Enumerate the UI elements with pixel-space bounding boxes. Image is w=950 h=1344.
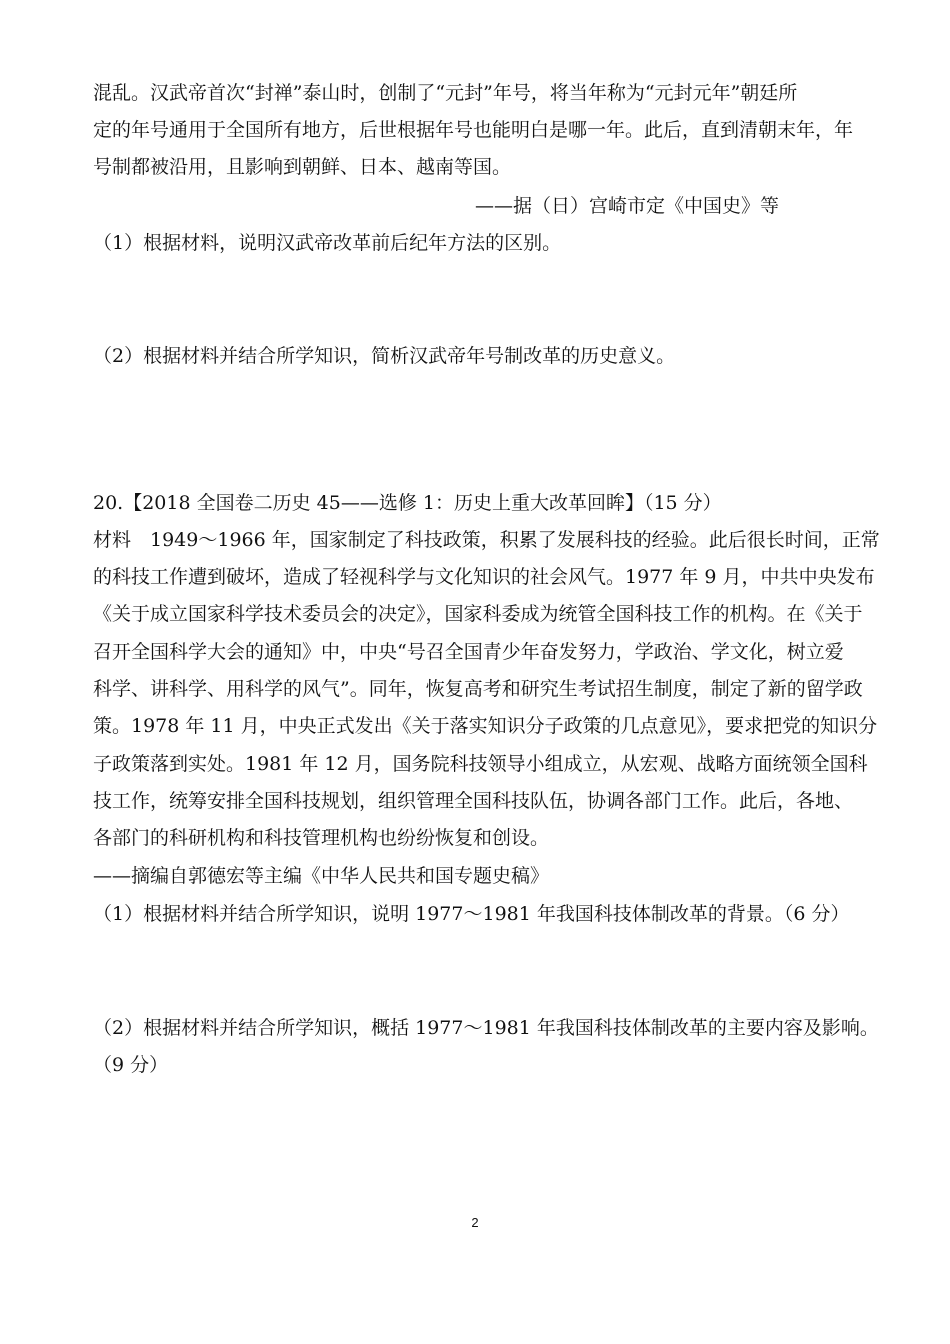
material-text-line: 材料 1949～1966 年，国家制定了科技政策，积累了发展科技的经验。此后很长时间，正常 xyxy=(93,529,880,551)
question-2-points: （9 分） xyxy=(93,1054,169,1076)
material-text-line: 召开全国科学大会的通知》中，中央“号召全国青少年奋发努力，学政治、学文化，树立爱 xyxy=(93,641,844,663)
question-heading: 20.【2018 全国卷二历史 45——选修 1：历史上重大改革回眸】（15 分） xyxy=(93,492,722,514)
question-1: （1）根据材料并结合所学知识，说明 1977～1981 年我国科技体制改革的背景。（6 分） xyxy=(93,903,850,925)
material-source: ——据（日）宫崎市定《中国史》等 xyxy=(475,195,780,217)
material-text-line: 定的年号通用于全国所有地方，后世根据年号也能明白是哪一年。此后，直到清朝末年，年 xyxy=(93,119,854,141)
material-text-line: 各部门的科研机构和科技管理机构也纷纷恢复和创设。 xyxy=(93,827,550,849)
question-1: （1）根据材料，说明汉武帝改革前后纪年方法的区别。 xyxy=(93,232,562,254)
material-source: ——摘编自郭德宏等主编《中华人民共和国专题史稿》 xyxy=(93,865,550,887)
question-2: （2）根据材料并结合所学知识，简析汉武帝年号制改革的历史意义。 xyxy=(93,345,676,367)
material-text-line: 号制都被沿用，且影响到朝鲜、日本、越南等国。 xyxy=(93,156,512,178)
material-text-line: 《关于成立国家科学技术委员会的决定》，国家科委成为统管全国科技工作的机构。在《关于 xyxy=(93,603,863,625)
material-text-line: 技工作，统筹安排全国科技规划，组织管理全国科技队伍，协调各部门工作。此后，各地、 xyxy=(93,790,854,812)
question-2: （2）根据材料并结合所学知识，概括 1977～1981 年我国科技体制改革的主要内容及影响。 xyxy=(93,1017,879,1039)
material-text-line: 子政策落到实处。1981 年 12 月，国务院科技领导小组成立，从宏观、战略方面统领全国科 xyxy=(93,753,868,775)
page-number: 2 xyxy=(471,1215,479,1230)
material-text-line: 混乱。汉武帝首次“封禅”泰山时，创制了“元封”年号，将当年称为“元封元年”朝廷所 xyxy=(93,82,798,104)
material-text-line: 策。1978 年 11 月，中央正式发出《关于落实知识分子政策的几点意见》，要求把党的知识分 xyxy=(93,715,878,737)
material-text-line: 科学、讲科学、用科学的风气”。同年，恢复高考和研究生考试招生制度，制定了新的留学政 xyxy=(93,678,863,700)
material-text-line: 的科技工作遭到破坏，造成了轻视科学与文化知识的社会风气。1977 年 9 月，中共中央发布 xyxy=(93,566,875,588)
